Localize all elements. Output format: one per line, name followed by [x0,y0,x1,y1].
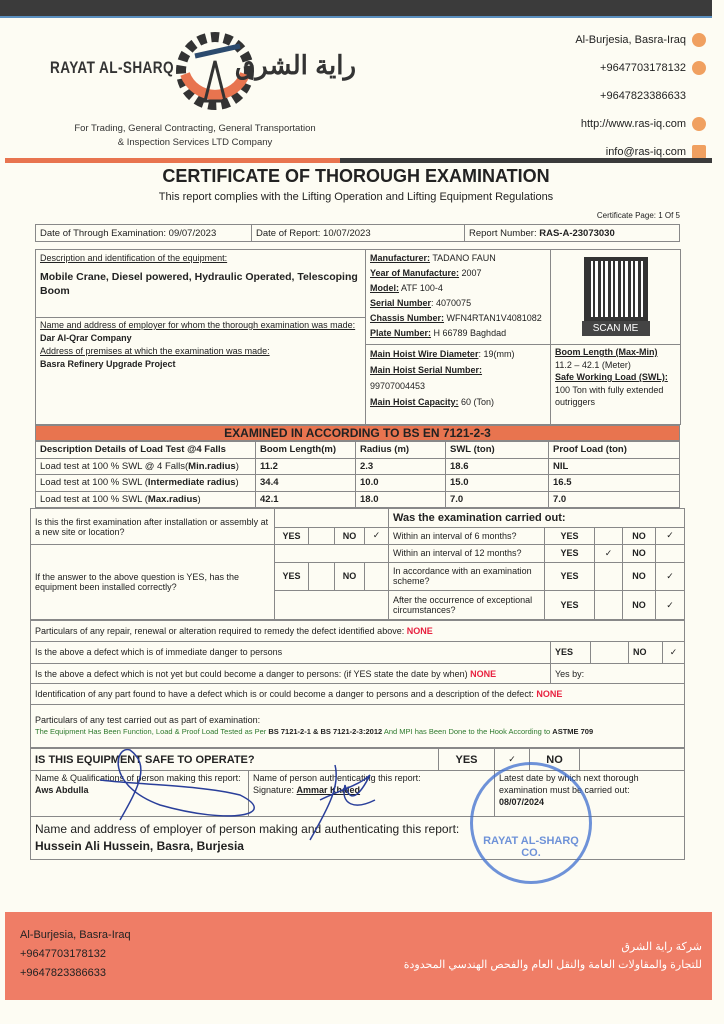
equipment-description: Mobile Crane, Diesel powered, Hydraulic Operated, Telescoping Boom [40,271,358,297]
page-title: CERTIFICATE OF THOROUGH EXAMINATION [162,166,550,186]
no-checkbox[interactable]: ✓ [662,641,684,663]
envelope-icon [692,145,706,159]
questions-block: Is this the first examination after installation or assembly at a new site or location? Was the examination carried out: YES NO ✓ Within an interval of 6 months? YES NO ✓ If the answer to the above question is YES, has the equipment been installed correctly? Within an interval of 12 months? YES ✓ NO YES NO In accordance with an examination scheme? YES NO ✓ After the occurrence of exceptional circumstances? YES NO ✓ [30,508,685,620]
yes-checkbox[interactable]: ✓ [495,749,530,771]
footer [5,912,712,1000]
model: ATF 100-4 [399,283,443,293]
safe-question: IS THIS EQUIPMENT SAFE TO OPERATE? [31,749,439,771]
contact-list [575,26,706,166]
year: 2007 [459,268,482,278]
yes-checkbox[interactable]: ✓ [595,545,623,562]
employer: Dar Al-Qrar Company [40,333,132,343]
page-number: Certificate Page: 1 Of 5 [596,211,680,220]
defects-block: Particulars of any repair, renewal or alteration required to remedy the defect identified above: NONE Is the above a defect which is of immediate danger to persons YES NO ✓ Is the above a defect which is not yet but could become a danger to persons: (if YES state the date by when) NONE Yes by: Identification of any part found to have a defect which is or could become a danger to persons and a description of the defect: NONE Particulars of any test carried out as part of examination: The Equipment Has Been Function, Load & Proof Load Tested as Per BS 7121-2-1 & BS 7121-2-3:2012 And MPI has Been Done to the Hook According to ASTME 709 [30,620,685,748]
premises-label: Address of premises at which the examination was made: [40,346,270,356]
desc-label: Description and identification of the equipment: [40,253,228,263]
no-checkbox[interactable]: ✓ [656,527,685,544]
address: Al-Burjesia, Basra-Iraq [575,34,686,46]
email-link[interactable]: info@ras-iq.com [605,146,686,158]
repair-value: NONE [406,625,433,636]
yes-checkbox[interactable] [595,527,623,544]
yes-checkbox[interactable] [590,641,628,663]
no-checkbox[interactable] [365,562,389,591]
carried-out-title: Was the examination carried out: [389,509,685,528]
yes-checkbox[interactable] [595,591,623,620]
subtitle: This report complies with the Lifting Operation and Lifting Equipment Regulations [158,191,554,203]
qr-code[interactable] [584,257,648,321]
footer-address: Al-Burjesia, Basra-Iraq [20,929,131,941]
no-checkbox[interactable]: ✓ [656,591,685,620]
exam-date: Date of Through Examination: 09/07/2023 [36,225,252,242]
boom-length: 11.2 – 42.1 (Meter) [555,359,631,370]
yes-checkbox[interactable] [309,562,335,591]
phone: +9647823386633 [600,90,686,102]
yes-checkbox[interactable] [595,562,623,591]
yes-checkbox[interactable] [309,527,335,544]
equipment-block: Description and identification of the equipment: Mobile Crane, Diesel powered, Hydraulic Operated, Telescoping Boom Manufacturer: TADANO FAUN Year of Manufacture: 2007 Model: ATF 100-4 Serial Number: 4070075 Chassis Number: WFN4RTAN1V4081082 Plate Number: H 66789 Baghdad SCAN ME Name and address of employer for whom the thorough examination was made: Dar Al-Qrar Company Address of premises at which the examination was made: Basra Refinery Upgrade Project Main Hoist Wire Diameter: 19(mm) Main Hoist Serial Number: 99707004453 Main Hoist Capacity: 60 (Ton) Boom Length (Max-Min) 11.2 – 42.1 (Meter) Safe Working Load (SWL): 100 Ton with fully extended outriggers [35,249,680,424]
hoist-capacity: 60 (Ton) [458,397,495,407]
serial: : 4070075 [431,298,472,308]
maker-name: Aws Abdulla [35,785,89,795]
phone-icon [692,61,706,75]
employer-label: Name and address of employer for whom the thorough examination was made: [40,320,356,330]
no-checkbox[interactable] [656,545,685,562]
installed-correctly-question: If the answer to the above question is YES, has the equipment been installed correctly? [31,545,275,620]
scan-me-label: SCAN ME [582,321,650,336]
manufacturer: TADANO FAUN [430,253,496,263]
standard-banner: EXAMINED IN ACCORDING TO BS EN 7121-2-3 [35,425,680,441]
wire-diameter: : 19(mm) [478,349,515,359]
logo-text-en: RAYAT AL-SHARQ [50,58,174,77]
no-checkbox[interactable]: ✓ [656,562,685,591]
chassis: WFN4RTAN1V4081082 [444,313,542,323]
authenticator-name: Ammar Khaled [296,785,361,795]
table-row: Load test at 100 % SWL @ 4 Falls(Min.radius) 11.2 2.3 18.6 NIL [36,458,680,475]
signoff-block: IS THIS EQUIPMENT SAFE TO OPERATE? YES ✓ NO Name & Qualifications of person making this report: Aws Abdulla Name of person authenticating this report: Signature: Ammar Khaled Latest date by which next thorough examination must be carried out: 08/07/2024 Name and address of employer of person making and authenticating this report: Hussein Ali Hussein, Basra, Burjesia [30,748,685,860]
location-pin-icon [692,33,706,47]
company-stamp: RAYAT AL-SHARQ CO. [470,762,592,884]
hoist-serial: 99707004453 [370,381,426,391]
next-exam-date: 08/07/2024 [499,797,545,807]
no-checkbox[interactable]: ✓ [365,527,389,544]
first-exam-question: Is this the first examination after installation or assembly at a new site or location? [31,509,275,545]
report-date: Date of Report: 10/07/2023 [252,225,465,242]
no-checkbox[interactable] [580,749,685,771]
tagline: For Trading, General Contracting, General Transportation & Inspection Services LTD Company [74,123,316,148]
footer-phone: +9647823386633 [20,967,106,979]
yes-by-field[interactable]: Yes by: [550,663,684,684]
plate: H 66789 Baghdad [431,328,507,338]
hoist-capacity-label: Main Hoist Capacity: [370,397,459,407]
footer-phone: +9647703178132 [20,948,106,960]
table-row: Load test at 100 % SWL (Max.radius) 42.1 18.0 7.0 7.0 [36,491,680,508]
premises: Basra Refinery Upgrade Project [40,359,176,369]
footer-company-ar: شركة راية الشرق [621,941,702,953]
phone: +9647703178132 [600,62,686,74]
divider [5,158,340,163]
logo-text-ar: راية الشرق [235,50,357,80]
swl: 100 Ton with fully extended outriggers [555,384,664,407]
divider [340,158,712,163]
tests-description: The Equipment Has Been Function, Load & Proof Load Tested as Per BS 7121-2-1 & BS 7121-2-3:2012 And MPI has Been Done to the Hook According to ASTME 709 [35,727,594,737]
load-test-table: Description Details of Load Test @4 Falls Boom Length(m) Radius (m) SWL (ton) Proof Load (ton) Load test at 100 % SWL @ 4 Falls(Min.radius) 11.2 2.3 18.6 NIL Load test at 100 % SWL (Intermediate radius) 34.4 10.0 15.0 16.5 Load test at 100 % SWL (Max.radius) 42.1 18.0 7.0 7.0 [35,441,680,508]
table-row: Load test at 100 % SWL (Intermediate radius) 34.4 10.0 15.0 16.5 [36,475,680,492]
globe-icon [692,117,706,131]
employer-of-inspector: Hussein Ali Hussein, Basra, Burjesia [35,839,244,853]
footer-desc-ar: للتجارة والمقاولات العامة والنقل العام والفحص الهندسي المحدودة [403,959,702,971]
report-number: Report Number: RAS-A-23073030 [465,225,680,242]
dates-row [35,224,680,242]
top-bar [0,0,712,18]
website-link[interactable]: http://www.ras-iq.com [580,118,686,130]
